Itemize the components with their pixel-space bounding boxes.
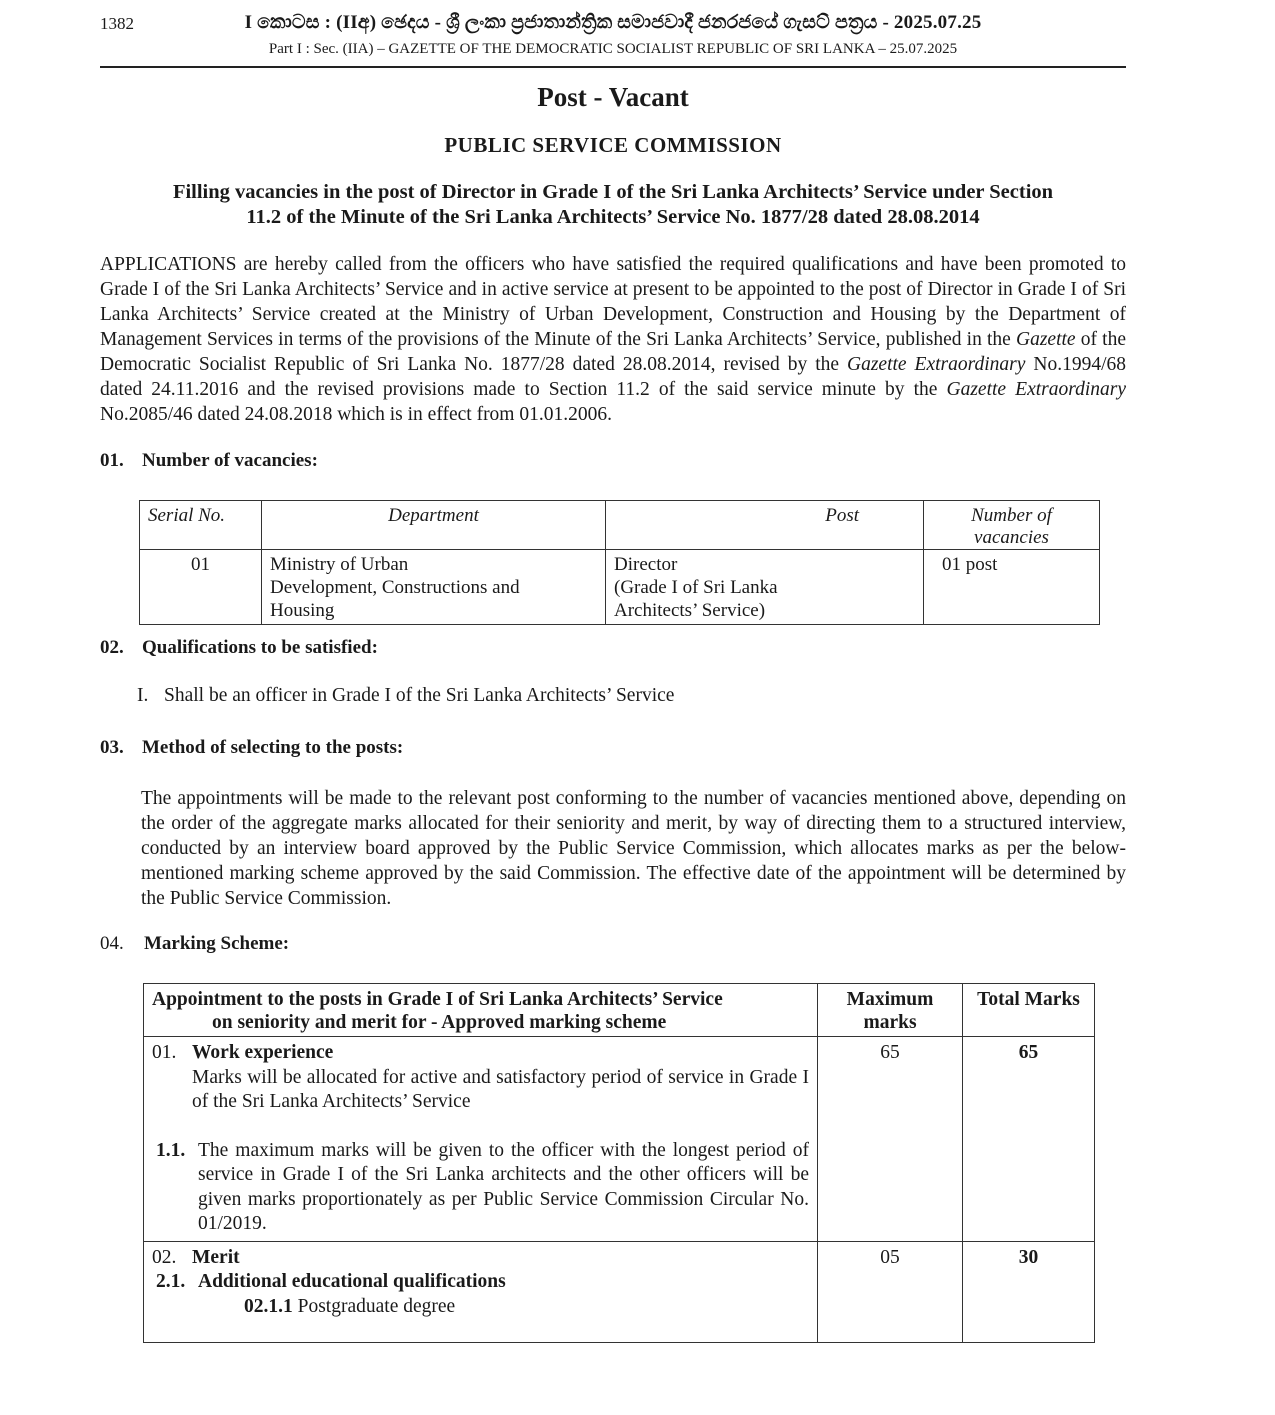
department-line: Development, Constructions and bbox=[270, 577, 520, 598]
section-number: 01. bbox=[100, 450, 124, 471]
table-row bbox=[140, 550, 1100, 625]
max-marks-header bbox=[818, 984, 963, 1037]
qualification-text: Shall be an officer in Grade I of the Sri Lanka Architects’ Service bbox=[164, 685, 675, 706]
work-experience-cell bbox=[144, 1037, 818, 1242]
section-number: 04. bbox=[100, 933, 124, 954]
marking-scheme-table bbox=[143, 983, 1095, 1343]
sub-clause bbox=[154, 1270, 809, 1295]
col-vacancies-header: Number of vacancies bbox=[924, 501, 1100, 550]
header-divider bbox=[100, 66, 1126, 68]
section-number: 03. bbox=[100, 737, 124, 758]
sub-clause-number: 1.1. bbox=[156, 1139, 186, 1161]
sub-clause-text: The maximum marks will be given to the officer with the longest period of service in Grade I of the Sri Lanka architects and the other officers will be given marks proportionately as per Public Service Commission Circular No. 01/2019. bbox=[198, 1139, 809, 1234]
merit-cell bbox=[144, 1241, 818, 1342]
criteria-header bbox=[144, 984, 818, 1037]
intro-italic-1: Gazette bbox=[1016, 329, 1076, 350]
sub-clause-number: 2.1. bbox=[156, 1271, 186, 1292]
row-title-text: Work experience bbox=[192, 1042, 334, 1063]
max-marks-cell: 05 bbox=[818, 1241, 963, 1342]
notice-title: Post - Vacant bbox=[537, 82, 689, 112]
max-marks-header-line: Maximum bbox=[846, 989, 934, 1010]
page-number: 1382 bbox=[100, 14, 134, 33]
roman-numeral: I. bbox=[137, 685, 149, 706]
criteria-header-line: Appointment to the posts in Grade I of Sri Lanka Architects’ Service bbox=[152, 989, 723, 1010]
section-number: 02. bbox=[100, 637, 124, 658]
department-line: Ministry of Urban bbox=[270, 554, 409, 575]
sub-clause-title: Additional educational qualifications bbox=[198, 1271, 506, 1292]
sub-sub-clause bbox=[152, 1295, 809, 1320]
heading-line-2: 11.2 of the Minute of the Sri Lanka Architects’ Service No. 1877/28 dated 28.08.2014 bbox=[246, 206, 980, 228]
notice-heading bbox=[100, 180, 1126, 230]
gazette-header-english: Part I : Sec. (IIA) – GAZETTE OF THE DEMOCRATIC SOCIALIST REPUBLIC OF SRI LANKA – 25.07.2025 bbox=[268, 41, 958, 57]
intro-text-1: APPLICATIONS are hereby called from the officers who have satisfied the required qualifications and have been promoted to Grade I of the Sri Lanka Architects’ Service and in active service at present to be appointed to the post of Director in Grade I of Sri Lanka Architects’ Service created at the Ministry of Urban Development, Construction and Housing by the Department of Management Services in terms of the provisions of the Minute of the Sri Lanka Architects’ Service, published in the bbox=[100, 254, 1126, 350]
gazette-header-sinhala: I කොටස : (IIඅ) ඡෙදය - ශ්‍රී ලංකා ප්‍රජාතාන්ත්‍රික සමාජවාදී ජනරජයේ ගැසට් පත්‍රය - 2025.07.25 bbox=[244, 12, 982, 33]
heading-line-1: Filling vacancies in the post of Director in Grade I of the Sri Lanka Architects’ Service under Section bbox=[172, 181, 1054, 203]
intro-text-2: of the Democratic Socialist Republic of Sri Lanka No. 1877/28 dated 28.08.2014, revised by the bbox=[100, 329, 1126, 375]
criteria-header-line: on seniority and merit for - Approved marking scheme bbox=[212, 1012, 667, 1033]
col-post-header: Post bbox=[606, 501, 924, 550]
section-title: Number of vacancies: bbox=[142, 450, 318, 471]
section-03-heading bbox=[100, 737, 403, 759]
issuing-body: PUBLIC SERVICE COMMISSION bbox=[444, 133, 782, 157]
table-row bbox=[144, 1241, 1095, 1342]
intro-italic-2: Gazette Extraordinary bbox=[847, 354, 1026, 375]
vacancy-table bbox=[139, 500, 1100, 625]
method-paragraph: The appointments will be made to the relevant post conforming to the number of vacancies mentioned above, depending on the order of the aggregate marks allocated for their seniority and merit, by way of directing them to a structured interview, conducted by an interview board approved by the Public Service Commission, which allocates marks as per the below-mentioned marking scheme approved by the said Commission. The effective date of the appointment will be determined by the Public Service Commission. bbox=[141, 788, 1126, 909]
row-description: Marks will be allocated for active and satisfactory period of service in Grade I of the Sri Lanka Architects’ Service bbox=[192, 1066, 809, 1112]
serial-cell: 01 bbox=[140, 550, 262, 625]
post-line: Director bbox=[614, 554, 678, 575]
intro-text-3: No.1994/68 dated 24.11.2016 and the revised provisions made to Section 11.2 of the said service minute by the bbox=[100, 354, 1127, 400]
sub-sub-clause-number: 02.1.1 bbox=[244, 1295, 293, 1317]
total-marks-header: Total Marks bbox=[963, 984, 1095, 1037]
section-title: Marking Scheme: bbox=[144, 933, 290, 954]
table-header-row bbox=[140, 501, 1100, 550]
sub-clause bbox=[154, 1139, 809, 1237]
row-number: 01. bbox=[152, 1042, 177, 1063]
post-line: (Grade I of Sri Lanka bbox=[614, 577, 778, 598]
intro-text-4: No.2085/46 dated 24.08.2018 which is in effect from 01.01.2006. bbox=[100, 404, 612, 425]
vacancies-cell: 01 post bbox=[924, 550, 1100, 625]
row-title-text: Merit bbox=[192, 1246, 240, 1268]
post-line: Architects’ Service) bbox=[614, 600, 766, 621]
sub-sub-clause-text: Postgraduate degree bbox=[297, 1295, 456, 1317]
row-title bbox=[152, 1246, 809, 1271]
spacer bbox=[152, 1115, 809, 1139]
section-02-heading bbox=[100, 637, 378, 659]
section-title: Method of selecting to the posts: bbox=[142, 737, 404, 758]
row-number: 02. bbox=[152, 1246, 177, 1268]
col-serial-header: Serial No. bbox=[140, 501, 262, 550]
section-title: Qualifications to be satisfied: bbox=[142, 637, 378, 658]
row-title bbox=[152, 1041, 809, 1066]
department-cell bbox=[262, 550, 606, 625]
section-01-heading bbox=[100, 450, 318, 472]
max-marks-cell: 65 bbox=[818, 1037, 963, 1242]
col-department-header: Department bbox=[262, 501, 606, 550]
max-marks-header-line: marks bbox=[863, 1012, 917, 1033]
section-04-heading bbox=[100, 933, 289, 955]
table-header-row bbox=[144, 984, 1095, 1037]
intro-paragraph bbox=[100, 252, 1126, 427]
intro-italic-3: Gazette Extraordinary bbox=[946, 379, 1127, 400]
total-marks-cell: 65 bbox=[963, 1037, 1095, 1242]
table-row bbox=[144, 1037, 1095, 1242]
total-marks-cell: 30 bbox=[963, 1241, 1095, 1342]
post-cell bbox=[606, 550, 924, 625]
qualification-item bbox=[137, 685, 674, 707]
department-line: Housing bbox=[270, 600, 335, 621]
